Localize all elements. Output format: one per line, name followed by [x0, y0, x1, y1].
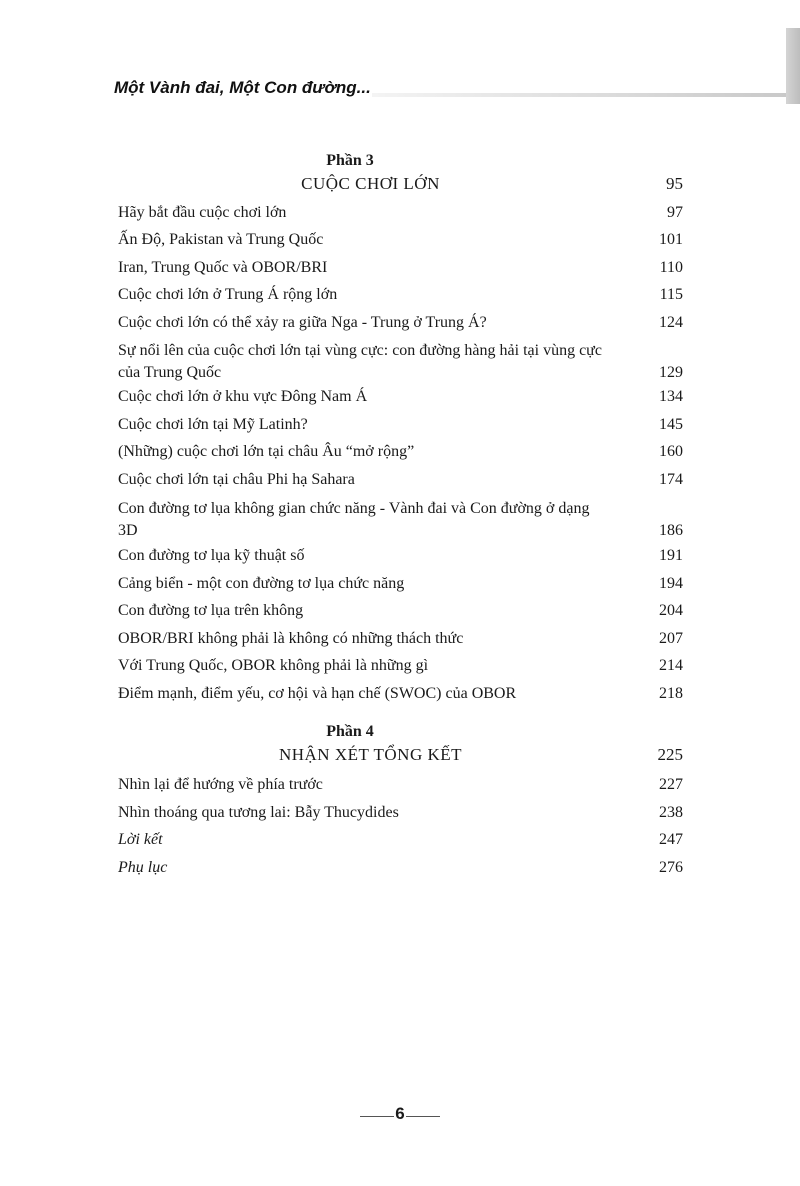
header-rule [372, 93, 786, 97]
toc-entry [118, 857, 683, 879]
toc-entry-title: Nhìn lại để hướng về phía trước [118, 776, 323, 793]
toc-entry-title: Con đường tơ lụa trên không [118, 602, 304, 619]
part-3-heading [118, 174, 683, 198]
toc-entry-title: Con đường tơ lụa không gian chức năng - Vành đai và Con đường ở dạng 3D [118, 500, 590, 539]
toc-entry-title: Ấn Độ, Pakistan và Trung Quốc [118, 231, 324, 248]
toc-entry-page: 218 [659, 685, 683, 702]
toc-entry [118, 600, 683, 622]
toc-entry-title: OBOR/BRI không phải là không có những thách thức [118, 630, 464, 647]
page-number-text: 6 [395, 1104, 405, 1123]
toc-entry-title: Phụ lục [118, 859, 168, 876]
toc-entry [118, 802, 683, 824]
toc-entry-page: 204 [659, 602, 683, 619]
toc-entry-page: 160 [659, 443, 683, 460]
toc-entry-page: 101 [659, 231, 683, 248]
toc-entry [118, 573, 683, 595]
toc-entry [118, 202, 683, 224]
toc-entry-title: Với Trung Quốc, OBOR không phải là những gì [118, 657, 429, 674]
toc-entry [118, 683, 683, 705]
toc-entry [118, 545, 683, 567]
toc-entry-title: Cảng biển - một con đường tơ lụa chức năng [118, 575, 405, 592]
toc-entry-page: 134 [659, 388, 683, 405]
toc-entry-page: 129 [659, 364, 683, 381]
toc-entry-page: 227 [659, 776, 683, 793]
toc-entry [118, 628, 683, 650]
toc-entry [118, 829, 683, 851]
toc-entry-page: 124 [659, 314, 683, 331]
toc-entry-page: 191 [659, 547, 683, 564]
toc-entry [118, 441, 683, 463]
toc-entry-page: 174 [659, 471, 683, 488]
toc-entry [118, 655, 683, 677]
part-4-title: NHẬN XÉT TỔNG KẾT [278, 745, 463, 764]
toc-entry [118, 498, 683, 542]
toc-entry [118, 257, 683, 279]
toc-entry [118, 340, 683, 384]
toc-entry-page: 276 [659, 859, 683, 876]
toc-entry [118, 414, 683, 436]
toc-entry-title: Hãy bắt đầu cuộc chơi lớn [118, 204, 287, 221]
page-number [340, 1104, 460, 1128]
toc-entry [118, 229, 683, 251]
toc-entry-title: (Những) cuộc chơi lớn tại châu Âu “mở rộng” [118, 443, 415, 460]
toc-entry-page: 247 [659, 831, 683, 848]
running-header: Một Vành đai, Một Con đường... [114, 78, 371, 97]
toc-entry-title: Cuộc chơi lớn ở Trung Á rộng lớn [118, 286, 338, 303]
toc-entry-title: Cuộc chơi lớn có thể xảy ra giữa Nga - Trung ở Trung Á? [118, 314, 487, 331]
toc-entry-title: Nhìn thoáng qua tương lai: Bẫy Thucydides [118, 804, 399, 821]
toc-entry-page: 115 [659, 286, 683, 303]
toc-entry [118, 284, 683, 306]
toc-entry-title: Cuộc chơi lớn tại Mỹ Latinh? [118, 416, 308, 433]
toc-entry-page: 194 [659, 575, 683, 592]
toc-entry-title: Điểm mạnh, điểm yếu, cơ hội và hạn chế (SWOC) của OBOR [118, 685, 517, 702]
part-4-page: 225 [657, 745, 683, 764]
toc-entry-page: 207 [659, 630, 683, 647]
part-3-label: Phần 3 [326, 152, 374, 169]
toc-entry-page: 186 [659, 522, 683, 539]
part-3-page: 95 [666, 174, 683, 193]
page-edge-tab [786, 28, 800, 104]
toc-entry-title: Cuộc chơi lớn tại châu Phi hạ Sahara [118, 471, 355, 488]
part-3-title: CUỘC CHƠI LỚN [301, 174, 440, 193]
toc-entry-title: Lời kết [118, 831, 163, 848]
toc-entry-page: 238 [659, 804, 683, 821]
toc-entry-title: Cuộc chơi lớn ở khu vực Đông Nam Á [118, 388, 368, 405]
toc-entry [118, 386, 683, 408]
toc-entry-page: 214 [659, 657, 683, 674]
toc-entry-page: 145 [659, 416, 683, 433]
part-4-heading [118, 745, 683, 769]
toc-entry-title: Iran, Trung Quốc và OBOR/BRI [118, 259, 328, 276]
toc-entry [118, 312, 683, 334]
toc-entry-page: 110 [659, 259, 683, 276]
toc-entry-page: 97 [667, 204, 683, 221]
toc-entry [118, 469, 683, 491]
toc-entry [118, 774, 683, 796]
toc-entry-title: Sự nổi lên của cuộc chơi lớn tại vùng cực: con đường hàng hải tại vùng cực của Trung Quốc [118, 342, 602, 381]
toc-entry-title: Con đường tơ lụa kỹ thuật số [118, 547, 305, 564]
part-4-label: Phần 4 [326, 723, 374, 740]
